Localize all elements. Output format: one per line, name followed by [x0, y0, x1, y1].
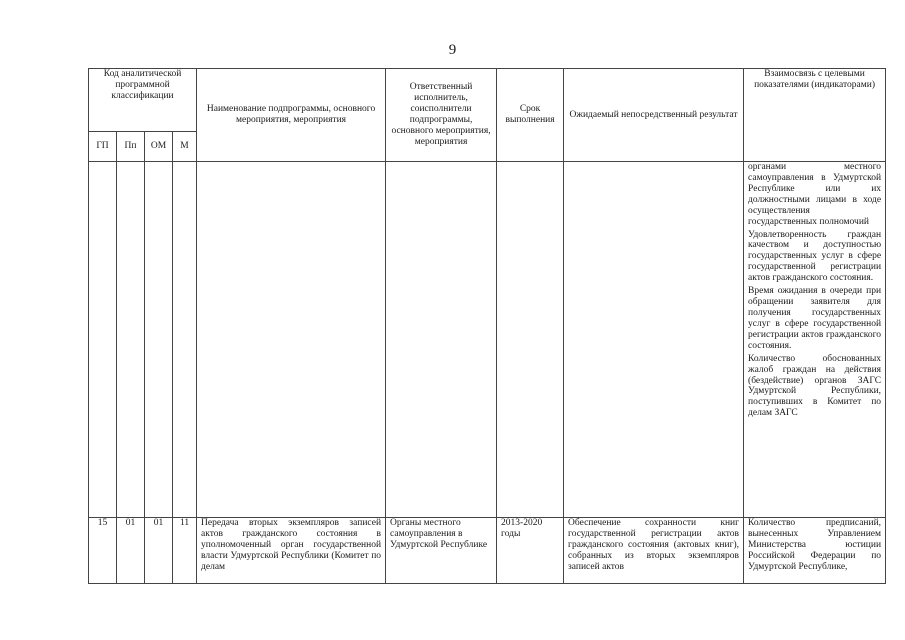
cont-indicators: [744, 162, 886, 518]
row-term: 2013-2020 годы: [497, 518, 564, 584]
program-table: [88, 68, 886, 584]
table-row: [89, 518, 886, 584]
page-number: 9: [448, 42, 457, 58]
header-name: Наименование подпрограммы, основного мероприятия, мероприятия: [197, 69, 386, 162]
indicator-text: Время ожидания в очереди при обращении заявителя для получения государственных услуг в сфере государственной регистрации актов гражданского состояния.: [748, 286, 882, 351]
header-link: Взаимосвязь с целевыми показателями (индикаторами): [744, 69, 886, 162]
indicator-text: органами местного самоуправления в Удмуртской Республике или их должностными лицами в ходе осуществления государственных полномочий: [748, 162, 882, 227]
cont-name: [197, 162, 386, 518]
header-result: Ожидаемый непосредственный результат: [564, 69, 744, 162]
indicator-text: Удовлетворенность граждан качеством и доступностью государственных услуг в сфере государственной регистрации актов гражданского состояния.: [748, 229, 882, 284]
row-om: 01: [145, 518, 173, 584]
header-responsible: Ответственный исполнитель, соисполнители подпрограммы, основного мероприятия, мероприятия: [386, 69, 497, 162]
cont-result: [564, 162, 744, 518]
header-code-group: Код аналитической программной классификации: [89, 69, 197, 132]
cont-responsible: [386, 162, 497, 518]
header-term: Срок выполнения: [497, 69, 564, 162]
header-pp: Пп: [117, 132, 145, 162]
row-pp: 01: [117, 518, 145, 584]
row-indicator: Количество предписаний, вынесенных Управлением Министерства юстиции Российской Федерации по Удмуртской Республике,: [744, 518, 886, 584]
row-gp: 15: [89, 518, 117, 584]
continuation-row: [89, 162, 886, 518]
row-result: Обеспечение сохранности книг государственной регистрации актов гражданского состояния (актовых книг), собранных из вторых экземпляров записей актов: [564, 518, 744, 584]
header-row-1: [89, 69, 886, 132]
row-m: 11: [173, 518, 197, 584]
header-gp: ГП: [89, 132, 117, 162]
cont-term: [497, 162, 564, 518]
row-responsible: Органы местного самоуправления в Удмуртской Республике: [386, 518, 497, 584]
row-name: Передача вторых экземпляров записей актов гражданского состояния в уполномоченный орган государственной власти Удмуртской Республики (Комитет по делам: [197, 518, 386, 584]
header-om: ОМ: [145, 132, 173, 162]
cont-om: [145, 162, 173, 518]
indicator-text: Количество обоснованных жалоб граждан на действия (бездействие) органов ЗАГС Удмуртской Республики, поступивших в Комитет по делам ЗАГС: [748, 353, 882, 419]
header-m: М: [173, 132, 197, 162]
cont-gp: [89, 162, 117, 518]
cont-pp: [117, 162, 145, 518]
cont-m: [173, 162, 197, 518]
